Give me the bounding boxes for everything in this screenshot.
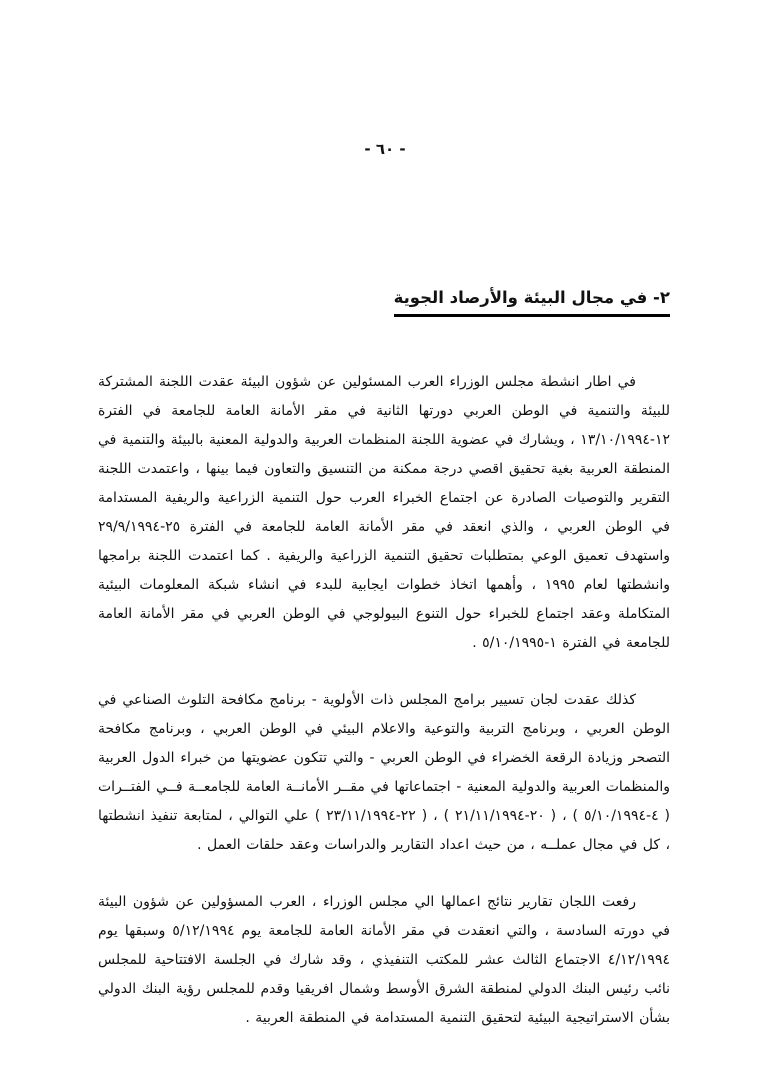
section-heading: ٢- في مجال البيئة والأرصاد الجوية bbox=[394, 288, 670, 317]
paragraph-2: كذلك عقدت لجان تسيير برامج المجلس ذات الأولوية - برنامج مكافحة التلوث الصناعي في الوطن العربي ، وبرنامج التربية والتوعية والاعلام البيئي في الوطن العربي ، وبرنامج مكافحة التصحر وزيادة الرقعة الخضراء في الوطن العربي - والتي تتكون عضويتها من خبراء الدول العربية والمنظمات العربية والدولية المعنية - اجتماعاتها في مقــر الأمانــة العامة للجامعــة فــي الفتــرات ( ٤-٥/١٠/١٩٩٤ ) ، ( ٢٠-٢١/١١/١٩٩٤ ) ، ( ٢٢-٢٣/١١/١٩٩٤ ) علي التوالي ، لمتابعة تنفيذ انشطتها ، كل في مجال عملــه ، من حيث اعداد التقارير والدراسات وعقد حلقات العمل . bbox=[98, 692, 671, 853]
paragraph-1: في اطار انشطة مجلس الوزراء العرب المسئولين عن شؤون البيئة عقدت اللجنة المشتركة للبيئة والتنمية في الوطن العربي دورتها الثانية في مقر الأمانة العامة للجامعة في الفترة ١٢-١٣/١٠/١٩٩٤ ، ويشارك في عضوية اللجنة المنظمات العربية والدولية المعنية بالبيئة والتنمية في المنطقة العربية بغية تحقيق اقصي درجة ممكنة من التنسيق والتعاون فيما بينها ، واعتمدت اللجنة التقرير والتوصيات الصادرة عن اجتماع الخبراء العرب حول التنمية الزراعية والريفية المستدامة في الوطن العربي ، والذي انعقد في مقر الأمانة العامة للجامعة في الفترة ٢٥-٢٩/٩/١٩٩٤ واستهدف تعميق الوعي بمتطلبات تحقيق التنمية الزراعية والريفية . كما اعتمدت اللجنة برامجها وانشطتها لعام ١٩٩٥ ، وأهمها اتخاذ خطوات ايجابية للبدء في انشاء شبكة المعلومات البيئية المتكاملة وعقد اجتماع للخبراء حول التنوع البيولوجي في الوطن العربي في مقر الأمانة العامة للجامعة في الفترة ١-٥/١٠/١٩٩٥ . bbox=[98, 374, 670, 651]
section-heading-wrap bbox=[394, 288, 670, 317]
paragraph-3: رفعت اللجان تقارير نتائج اعمالها الي مجلس الوزراء ، العرب المسؤولين عن شؤون البيئة في دورته السادسة ، والتي انعقدت في مقر الأمانة العامة للجامعة يوم ٥/١٢/١٩٩٤ وسبقها يوم ٤/١٢/١٩٩٤ الاجتماع الثالث عشر للمكتب التنفيذي ، وقد شارك في الجلسة الافتتاحية للمجلس نائب رئيس البنك الدولي لمنطقة الشرق الأوسط وشمال افريقيا وقدم للمجلس رؤية البنك الدولي بشأن الاستراتيجية البيئية لتحقيق التنمية المستدامة في المنطقة العربية . bbox=[98, 894, 670, 1026]
body-text bbox=[98, 368, 670, 1061]
page-number: - ٦٠ - bbox=[364, 140, 406, 158]
